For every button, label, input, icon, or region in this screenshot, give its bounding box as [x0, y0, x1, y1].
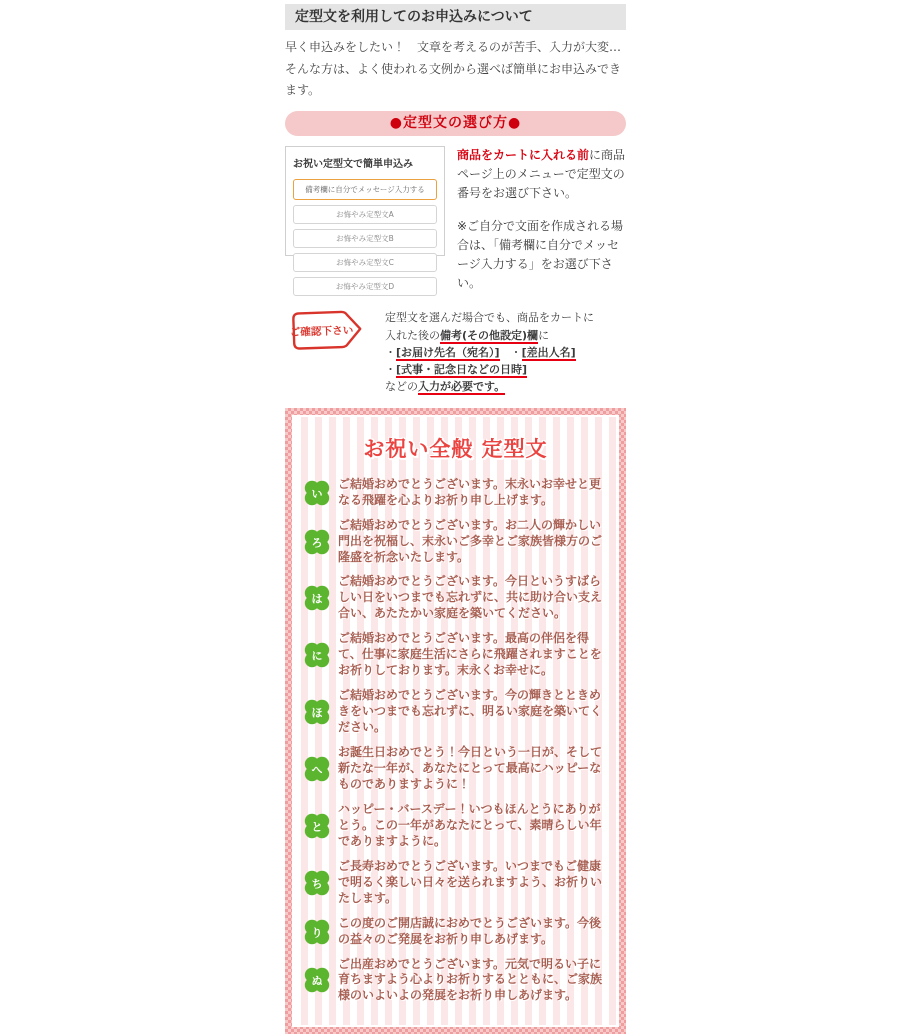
template-item-text: お誕生日おめでとう！今日という一日が、そして新たな一年が、あなたにとって最高にハッピーなものでありますように！	[338, 745, 603, 791]
template-item-text: ご結婚おめでとうございます。今の輝きとときめきをいつまでも忘れずに、明るい家庭を築いてください。	[338, 688, 603, 735]
clover-badge-icon	[304, 585, 330, 611]
clover-badge-icon	[304, 919, 330, 945]
clover-badge-icon	[304, 642, 330, 668]
confirm-line-4-underlined: [式事・記念日などの日時]	[396, 362, 528, 376]
template-item	[304, 477, 607, 509]
confirm-line-2	[385, 327, 594, 344]
option-template-d[interactable]: お悔やみ定型文D	[293, 277, 437, 296]
template-item-text: ご結婚おめでとうございます。最高の伴侶を得て、仕事に家庭生活にさらに飛躍されますことをお祈りしております。末永くお幸せに。	[338, 631, 602, 678]
confirm-line-2-post: に	[538, 328, 550, 342]
section-banner: ●定型文の選び方●	[285, 111, 626, 136]
confirm-line-3-underlined-2: [差出人名]	[521, 345, 576, 359]
template-item-text: ご結婚おめでとうございます。お二人の輝かしい門出を祝福し、末永いご多幸とご家族皆様方のご隆盛を祈念いたします。	[338, 517, 603, 564]
confirm-line-3-mid: ・	[499, 345, 522, 359]
intro-line-1: 早く申込みをしたい！ 文章を考えるのが苦手、入力が大変…	[285, 40, 622, 54]
confirm-text	[385, 309, 594, 394]
template-list-box	[285, 408, 626, 1034]
confirm-line-5-pre: などの	[385, 379, 418, 393]
template-item	[304, 518, 607, 566]
clover-badge-letter: ほ	[311, 706, 323, 720]
confirm-section	[285, 309, 626, 394]
howto-columns	[285, 146, 626, 293]
clover-badge-letter: ぬ	[311, 974, 323, 988]
confirm-line-3-underlined-1: [お届け先名（宛名）]	[396, 345, 500, 359]
confirm-line-5	[385, 378, 594, 395]
clover-badge-letter: り	[311, 926, 323, 940]
confirm-line-4-bullet: ・	[385, 362, 396, 376]
page-content	[285, 4, 626, 1034]
clover-badge-icon	[304, 967, 330, 993]
instruction-text	[457, 146, 626, 293]
template-item-text: ハッピー・バースデー！いつもほんとうにありがとう。この一年があなたにとって、素晴らしい年でありますように。	[338, 801, 602, 848]
confirm-line-4	[385, 361, 594, 378]
template-item	[304, 745, 607, 793]
instruction-2: ※ご自分で文面を作成される場合は、「備考欄に自分でメッセージ入力する」をお選び下さい。	[457, 218, 624, 290]
clover-badge-letter: と	[311, 820, 323, 834]
instruction-1	[457, 146, 626, 203]
confirm-line-2-pre: 入れた後の	[385, 328, 440, 342]
instruction-1-rest: に商品ページ上のメニューで定型文の番号をお選び下さい。	[457, 147, 626, 200]
option-free-message[interactable]: 備考欄に自分でメッセージ入力する	[293, 179, 437, 200]
clover-badge-icon	[304, 756, 330, 782]
template-item	[304, 631, 607, 679]
confirm-line-2-underlined: 備考(その他設定)欄	[440, 328, 539, 342]
confirm-stamp	[290, 308, 363, 352]
template-item	[304, 688, 607, 736]
clover-badge-letter: へ	[311, 763, 323, 777]
template-item	[304, 802, 607, 850]
template-item-text: ご長寿おめでとうございます。いつまでもご健康で明るく楽しい日々を送られますよう、お祈りいたします。	[338, 858, 603, 905]
page-title: 定型文を利用してのお申込みについて	[285, 4, 626, 30]
clover-badge-icon	[304, 699, 330, 725]
template-item-text: ご結婚おめでとうございます。今日というすばらしい日をいつまでも忘れずに、共に助け合い支え合い、あたたかい家庭を築いてください。	[338, 574, 603, 621]
clover-badge-letter: い	[311, 487, 323, 501]
confirm-line-1: 定型文を選んだ場合でも、商品をカートに	[385, 311, 594, 325]
instruction-1-highlight: 商品をカートに入れる前	[457, 147, 590, 162]
confirm-line-3	[385, 344, 594, 361]
clover-badge-icon	[304, 529, 330, 555]
clover-badge-icon	[304, 870, 330, 896]
template-item-text: この度のご開店誠におめでとうございます。今後の益々のご発展をお祈り申しあげます。	[338, 915, 602, 946]
template-list-inner	[292, 415, 619, 1028]
clover-badge-letter: ち	[311, 877, 323, 891]
template-items	[304, 477, 607, 1005]
clover-badge-letter: に	[311, 649, 323, 663]
stamp-label: ご確認下さい	[289, 324, 354, 340]
option-template-a[interactable]: お悔やみ定型文A	[293, 205, 437, 224]
confirm-line-5-underlined: 入力が必要です。	[418, 379, 506, 393]
form-title: お祝い定型文で簡単申込み	[293, 158, 413, 170]
intro-paragraph	[285, 37, 626, 102]
template-item	[304, 859, 607, 907]
template-item-text: ご結婚おめでとうございます。末永いお幸せと更なる飛躍を心よりお祈り申し上げます。	[338, 476, 602, 507]
confirm-line-3-bullet: ・	[385, 345, 396, 359]
template-item	[304, 574, 607, 622]
template-select-form	[285, 146, 445, 291]
option-template-b[interactable]: お悔やみ定型文B	[293, 229, 437, 248]
clover-badge-icon	[304, 813, 330, 839]
template-item-text: ご出産おめでとうございます。元気で明るい子に育ちますよう心よりお祈りするとともに、ご家族様のいよいよの発展をお祈り申しあげます。	[338, 956, 603, 1003]
template-list-title: お祝い全般 定型文	[363, 436, 548, 461]
template-item	[304, 916, 607, 948]
option-template-c[interactable]: お悔やみ定型文C	[293, 253, 437, 272]
intro-line-2: そんな方は、よく使われる文例から選べば簡単にお申込みできます。	[285, 61, 622, 98]
clover-badge-letter: ろ	[311, 536, 323, 550]
clover-badge-icon	[304, 480, 330, 506]
template-item	[304, 957, 607, 1005]
clover-badge-letter: は	[311, 592, 323, 606]
